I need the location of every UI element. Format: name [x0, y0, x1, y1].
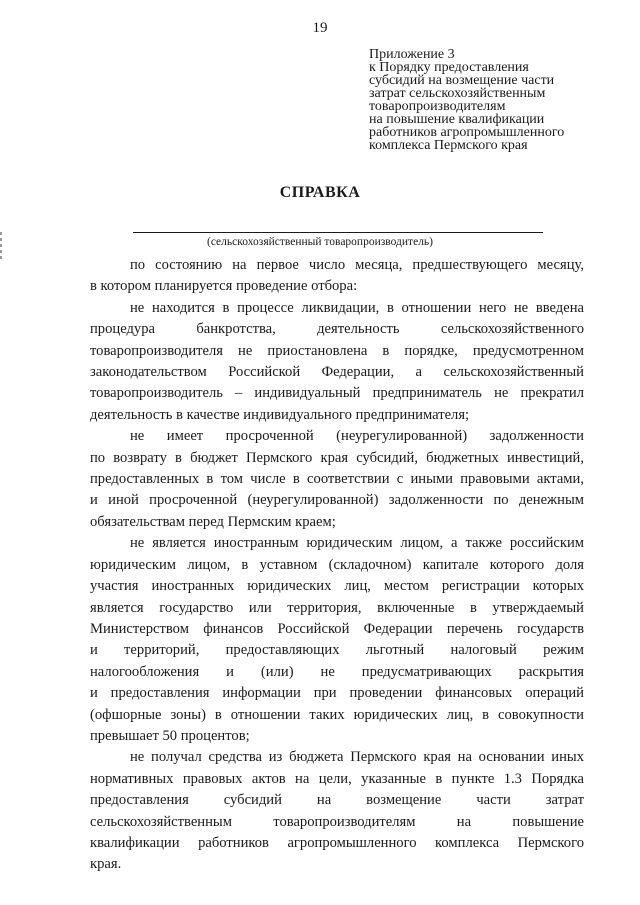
page-number: 19 — [312, 20, 328, 36]
text-line: и территорий, предоставляющих льготный налоговый режим — [90, 642, 584, 659]
fill-in-caption: (сельскохозяйственный товаропроизводитель) — [206, 236, 434, 248]
text-line: и предоставления информации при проведении финансовых операций — [90, 685, 584, 702]
text-line: товаропроизводитель – индивидуальный предприниматель не прекратил — [90, 385, 584, 402]
appendix-line: к Порядку предоставления — [369, 60, 529, 75]
text-line: предоставления субсидий на возмещение части затрат — [90, 792, 584, 809]
text-line: (офшорные зоны) в отношении таких юридических лиц, в совокупности — [90, 706, 584, 723]
text-line: и иной просроченной (неурегулированной) задолженности по денежным — [90, 492, 584, 509]
text-line: квалификации работников агропромышленного комплекса Пермского — [90, 834, 584, 851]
appendix-line: работников агропромышленного — [369, 125, 565, 140]
text-line: налогообложения и (или) не предусматривающих раскрытия — [90, 663, 584, 680]
text-line: нормативных правовых актов на цели, указанные в пункте 1.3 Порядка — [90, 770, 584, 787]
text-line: в котором планируется проведение отбора: — [90, 278, 358, 295]
appendix-block — [369, 48, 619, 152]
paragraph-other-funds — [90, 747, 584, 875]
text-line: деятельность в качестве индивидуального предпринимателя; — [90, 406, 470, 423]
text-line: не является иностранным юридическим лицом, а также российским — [130, 535, 584, 552]
text-line: является государство или территория, включенные в утверждаемый — [90, 599, 584, 616]
paragraph-foreign-entity — [90, 533, 584, 747]
paragraph-period — [90, 255, 584, 298]
document-title: СПРАВКА — [279, 184, 361, 201]
text-line: товаропроизводителя не приостановлена в порядке, предусмотренном — [90, 342, 584, 359]
document-body — [90, 255, 584, 876]
appendix-line: субсидий на возмещение части — [369, 73, 555, 88]
text-line: превышает 50 процентов; — [90, 727, 250, 744]
text-line: участия иностранных юридических лиц, местом регистрации которых — [90, 578, 584, 595]
paragraph-liquidation — [90, 298, 584, 426]
text-line: края. — [90, 856, 122, 873]
appendix-line: затрат сельскохозяйственным — [369, 86, 546, 101]
text-line: не получал средства из бюджета Пермского края на основании иных — [130, 749, 584, 766]
text-line: не находится в процессе ликвидации, в отношении него не введена — [130, 299, 584, 316]
paragraph-debt — [90, 426, 584, 533]
text-line: обязательствам перед Пермским краем; — [90, 513, 336, 530]
appendix-line: товаропроизводителям — [369, 99, 506, 114]
text-line: не имеет просроченной (неурегулированной) задолженности — [130, 428, 584, 445]
text-line: Министерством финансов Российской Федерации перечень государств — [90, 620, 584, 637]
text-line: по состоянию на первое число месяца, предшествующего месяцу, — [130, 257, 584, 273]
appendix-line: Приложение 3 — [369, 47, 455, 62]
appendix-line: на повышение квалификации — [369, 112, 545, 127]
fill-in-line — [133, 232, 543, 233]
text-line: сельскохозяйственным товаропроизводителям на повышение — [90, 813, 584, 830]
text-line: юридическим лицом, в уставном (складочном) капитале которого доля — [90, 556, 584, 573]
text-line: законодательством Российской Федерации, а сельскохозяйственный — [90, 364, 584, 381]
text-line: предоставленных в том числе в соответствии с иными правовыми актами, — [90, 471, 584, 488]
text-line: процедура банкротства, деятельность сельскохозяйственного — [90, 321, 584, 338]
text-line: по возврату в бюджет Пермского края субсидий, бюджетных инвестиций, — [90, 449, 584, 466]
appendix-line: комплекса Пермского края — [369, 138, 528, 153]
